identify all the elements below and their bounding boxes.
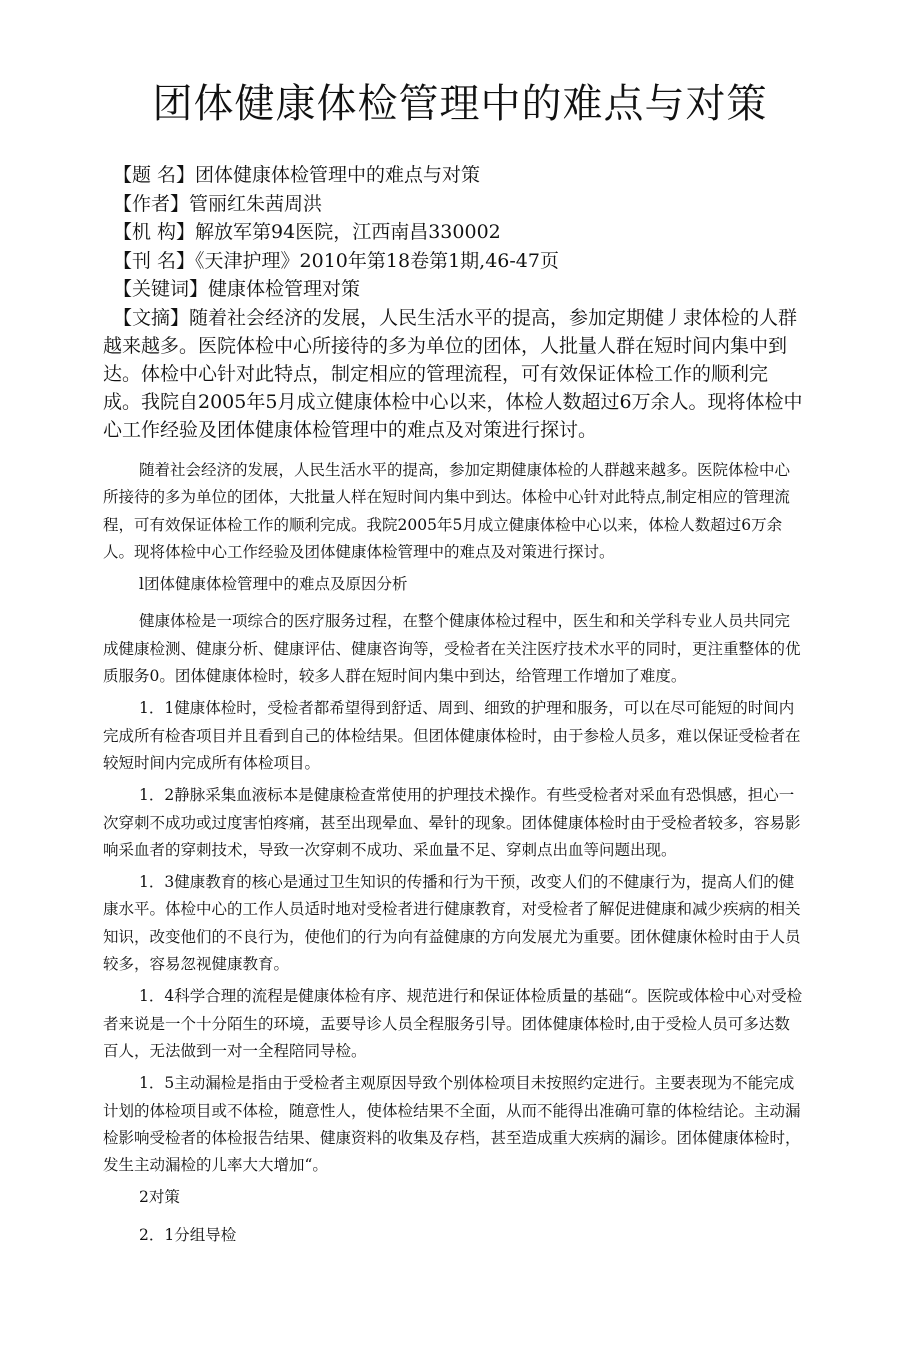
intro-paragraph: 随着社会经济的发展，人民生活水平的提高，参加定期健康体检的人群越来越多。医院体检中心所接待的多为单位的团体，大批量人样在短时间内集中到达。体检中心针对此特点,制定相应的管理流程，可有效保证体检工作的顺利完成。我院2005年5月成立健康体检中心以来，体检人数超过6万余人。现将体检中心工作经验及团体健康体检管理中的难点及对策进行探讨。 <box>103 461 791 561</box>
meta-organization-line: 【机 构】解放军第94医院，江西南昌330002 <box>113 221 501 243</box>
item-1-4-paragraph: 1．4科学合理的流程是健康体检有序、规范进行和保证体检质量的基础“。医院或体检中心对受检者来说是一个十分陌生的环境，盂要导诊人员全程服务引导。团体健康体检时,由于受检人员可多达数百人，无法做到一对一全程陪同导检。 <box>103 987 803 1060</box>
meta-author-line: 【作者】管丽红朱茜周洪 <box>113 192 323 215</box>
meta-title-line: 【题 名】团体健康体检管理中的难点与对策 <box>113 164 481 186</box>
item-1-2-paragraph: 1．2静脉采集血液标本是健康检查常使用的护理技术操作。有些受检者对采血有恐惧感，担心一次穿刺不成功或过度害怕疼痛，甚至出现晕血、晕针的现象。团体健康体检时由于受检者较多，容易影响采血者的穿刺技术，导致一次穿刺不成功、采血量不足、穿刺点出血等问题出现。 <box>103 786 801 859</box>
meta-abstract: 【文摘】随着社会经济的发展，人民生活水平的提高，参加定期健丿隶体检的人群越来越多。医院体检中心所接待的多为单位的团体，人批量人群在短时间内集中到达。体检中心针对此特点，制定相应的管理流程，可有效保证体检工作的顺利完成。我院自2005年5月成立健康体检中心以来，体检人数超过6万余人。现将体检中心工作经验及团体健康体检管理中的难点及对策进行探讨。 <box>103 306 803 441</box>
item-2-1-heading: 2．1分组导检 <box>139 1225 237 1244</box>
item-1-1-paragraph: 1．1健康体检时，受检者都希望得到舒适、周到、细致的护理和服务，可以在尽可能短的时间内完成所有检杳项目并且看到自己的体检结果。但团体健康体检时，由于参检人员多，难以保证受检者在较短时间内完成所有体检项目。 <box>103 699 801 772</box>
item-1-3-paragraph: 1．3健康教育的核心是通过卫生知识的传播和行为干预，改变人们的不健康行为，提高人们的健康水平。体检中心的工作人员适时地对受检者进行健康教育，对受检者了解促进健康和减少疾病的相关知识，改变他们的不良行为，使他们的行为向有益健康的方向发展尤为重要。团休健康休检时由于人员较多，容易忽视健康教育。 <box>103 873 801 974</box>
section-1-heading: l团体健康体检管理中的难点及原因分析 <box>139 575 408 594</box>
meta-keywords-line: 【关键词】健康体检管理对策 <box>113 278 361 300</box>
section-1-intro-paragraph: 健康体检是一项综合的医疗服务过程，在整个健康体检过程中，医生和和关学科专业人员共同完成健康检测、健康分析、健康评估、健康咨询等，受检者在关注医疗技术水平的同时，更注重整体的优质服务0。团体健康体检时，较多人群在短时间内集中到达，给管理工作增加了难度。 <box>103 612 801 686</box>
meta-journal-line: 【刊 名】《天津护理》2010年第18卷第1期,46-47页 <box>113 249 559 272</box>
article-body <box>103 457 803 1259</box>
section-2-heading: 2对策 <box>139 1188 180 1207</box>
article-metadata <box>103 161 823 444</box>
item-1-5-paragraph: 1．5主动漏检是指由于受检者主观原因导致个别体检项目未按照约定进行。主要表现为不能完成计划的体检项目或不体检，随意性人，使体检结果不全面，从而不能得出准确可靠的体检结论。主动漏检影响受检者的体检报告结果、健康资料的收集及存档，甚至造成重大疾病的漏诊。团体健康体检时，发生主动漏检的儿率大大增加“。 <box>103 1074 801 1175</box>
document-title: 团体健康体检管理中的难点与对策 <box>152 81 768 127</box>
